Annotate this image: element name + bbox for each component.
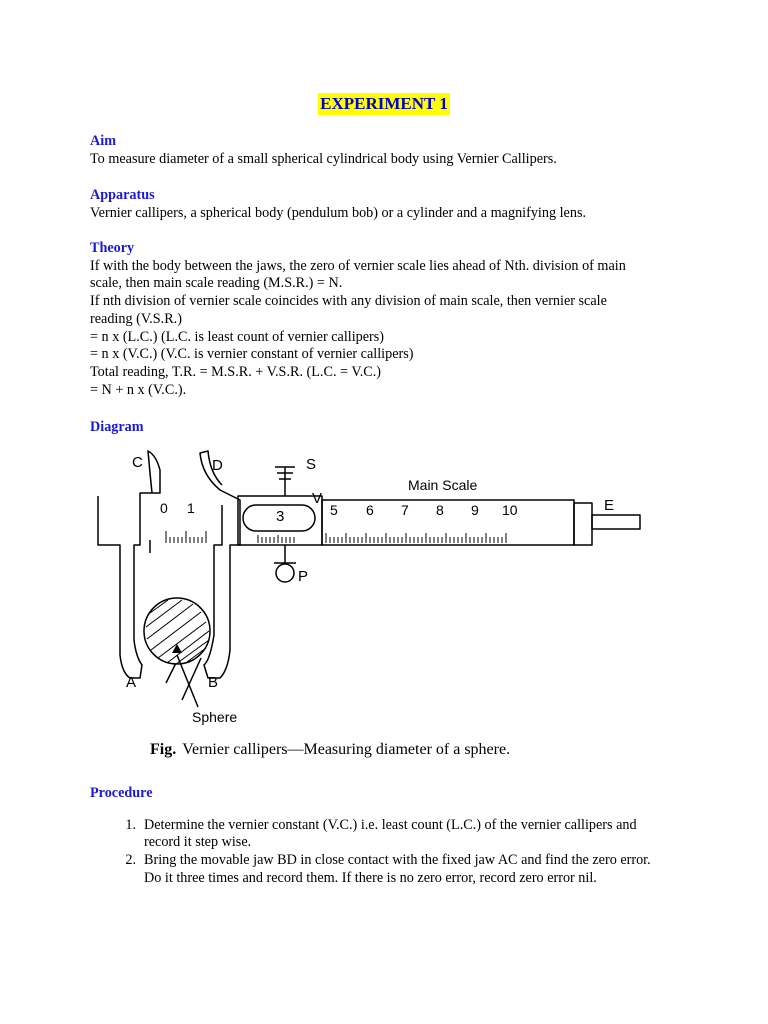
main-scale-label: Main Scale [408,477,478,493]
label-b: B [208,674,219,691]
label-s: S [306,456,317,473]
scale-number-10: 10 [502,502,518,518]
label-a: A [126,674,137,691]
vernier-number-0: 0 [160,500,168,516]
figure-caption [150,741,510,758]
scale-number-8: 8 [436,502,444,518]
figure-caption-text: Vernier callipers—Measuring diameter of a sphere. [182,741,511,758]
procedure-step [90,852,690,887]
step-number: 1. [125,816,136,833]
depth-rod-housing [574,503,592,545]
procedure-heading: Procedure [90,785,153,801]
scale-number-7: 7 [401,502,409,518]
label-c: C [132,454,143,471]
theory-line: If with the body between the jaws, the zero of vernier scale lies ahead of Nth. division of main [90,257,626,274]
theory-line: = N + n x (V.C.). [90,381,187,398]
aim-text: To measure diameter of a small spherical cylindrical body using Vernier Callipers. [90,150,557,167]
sphere-object [144,598,210,664]
theory-heading: Theory [90,240,135,256]
label-e: E [604,497,615,514]
step-number: 2. [125,852,136,869]
aim-section [90,133,690,168]
theory-line: Total reading, T.R. = M.S.R. + V.S.R. (L.C. = V.C.) [90,363,382,380]
step-line: Bring the movable jaw BD in close contact with the fixed jaw AC and find the zero error. [144,852,651,869]
step-line: Determine the vernier constant (V.C.) i.e. least count (L.C.) of the vernier callipers and [144,816,637,833]
depth-rod [592,515,640,529]
diagram-heading: Diagram [90,419,144,435]
procedure-section [90,785,690,888]
step-line: Do it three times and record them. If there is no zero error, record zero error nil. [144,869,597,886]
theory-line: scale, then main scale reading (M.S.R.) = N. [90,275,343,292]
label-d: D [212,457,223,474]
figure-caption-prefix: Fig. [150,741,177,758]
vernier-calliper-figure [90,445,690,775]
main-scale-bar [322,500,574,545]
theory-section [90,240,690,399]
vernier-calliper-diagram [90,445,690,775]
apparatus-text: Vernier callipers, a spherical body (pendulum bob) or a cylinder and a magnifying lens. [90,204,587,221]
scale-number-5: 5 [330,502,338,518]
procedure-step [90,817,690,852]
apparatus-heading: Apparatus [90,187,155,203]
main-scale-ticks [166,531,506,543]
apparatus-section [90,187,690,222]
sphere-label: Sphere [192,709,238,725]
theory-line: = n x (L.C.) (L.C. is least count of vernier callipers) [90,328,385,345]
title-block [0,93,768,115]
vernier-number-3: 3 [276,508,285,525]
theory-line: reading (V.S.R.) [90,310,182,327]
procedure-list [90,817,690,888]
step-text [144,817,637,852]
label-v: V [312,490,323,507]
theory-line: If nth division of vernier scale coincides with any division of main scale, then vernier scale [90,293,607,310]
step-text [144,852,651,887]
theory-line: = n x (V.C.) (V.C. is vernier constant of vernier callipers) [90,346,414,363]
label-p: P [298,568,309,585]
aim-heading: Aim [90,133,117,149]
page-title: EXPERIMENT 1 [320,94,448,113]
vernier-number-1: 1 [187,500,195,516]
scale-number-6: 6 [366,502,374,518]
step-line: record it step wise. [144,834,252,851]
diagram-section [90,419,690,437]
scale-number-9: 9 [471,502,479,518]
